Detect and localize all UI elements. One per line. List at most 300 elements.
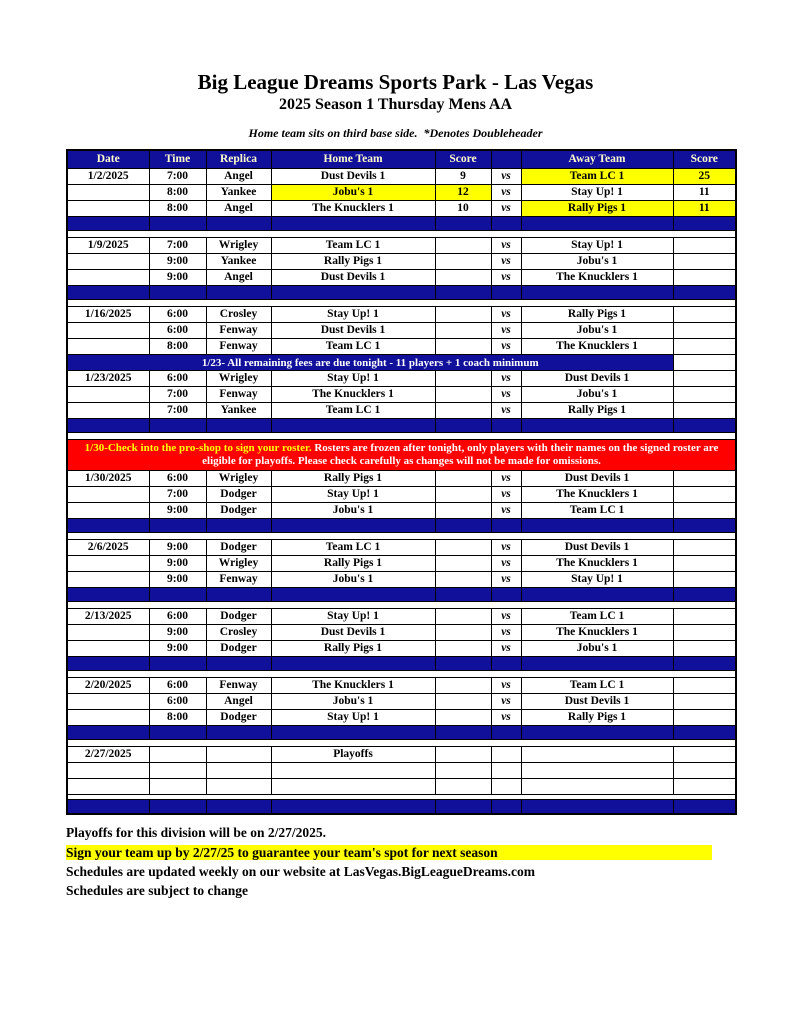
away-score-cell [673,339,736,355]
vs-cell: vs [491,678,521,694]
replica-cell: Fenway [206,323,271,339]
separator-cell [435,588,491,602]
home-team-cell: Jobu's 1 [271,572,435,588]
home-score-cell [435,403,491,419]
roster-banner-lead: 1/30-Check into the pro-shop to sign your roster. [84,442,312,454]
away-team-cell: Stay Up! 1 [521,185,673,201]
replica-cell: Dodger [206,641,271,657]
time-cell: 6:00 [149,371,206,387]
separator-cell [435,657,491,671]
column-header-away-team: Away Team [521,150,673,169]
time-cell: 9:00 [149,641,206,657]
game-row [67,254,736,270]
table-header-row [67,150,736,169]
column-header-date: Date [67,150,149,169]
home-team-cell: Rally Pigs 1 [271,254,435,270]
separator-cell [491,217,521,231]
home-team-cell: Dust Devils 1 [271,625,435,641]
away-score-cell: 11 [673,201,736,217]
separator-cell [67,657,149,671]
game-row [67,185,736,201]
time-cell: 9:00 [149,572,206,588]
replica-cell: Wrigley [206,371,271,387]
gap-row [67,433,736,440]
home-team-cell: Dust Devils 1 [271,169,435,185]
time-cell: 9:00 [149,254,206,270]
separator-row [67,519,736,533]
date-cell [67,625,149,641]
away-team-cell: Jobu's 1 [521,387,673,403]
replica-cell: Fenway [206,678,271,694]
gap-cell [67,300,736,307]
away-team-cell: Dust Devils 1 [521,540,673,556]
column-header-time: Time [149,150,206,169]
game-row [67,471,736,487]
away-score-cell [673,747,736,763]
separator-cell [521,588,673,602]
away-score-cell [673,763,736,779]
fees-banner-blank [673,355,736,371]
away-team-cell: Dust Devils 1 [521,371,673,387]
vs-cell: vs [491,710,521,726]
date-cell: 2/6/2025 [67,540,149,556]
separator-cell [149,726,206,740]
separator-cell [521,286,673,300]
separator-cell [206,800,271,815]
away-team-cell: The Knucklers 1 [521,270,673,286]
time-cell: 9:00 [149,270,206,286]
home-team-cell: Team LC 1 [271,339,435,355]
gap-row [67,740,736,747]
replica-cell: Crosley [206,625,271,641]
empty-row [67,763,736,779]
vs-cell [491,763,521,779]
home-score-cell [435,238,491,254]
home-team-cell: The Knucklers 1 [271,678,435,694]
separator-cell [435,519,491,533]
column-header-score: Score [435,150,491,169]
away-score-cell [673,540,736,556]
separator-cell [67,726,149,740]
home-team-cell: Rally Pigs 1 [271,471,435,487]
time-cell: 9:00 [149,503,206,519]
column-header-vs [491,150,521,169]
empty-row [67,779,736,795]
separator-row [67,286,736,300]
away-team-cell: Jobu's 1 [521,323,673,339]
replica-cell: Fenway [206,387,271,403]
separator-cell [521,726,673,740]
separator-cell [673,419,736,433]
vs-cell: vs [491,540,521,556]
away-team-cell: Team LC 1 [521,609,673,625]
home-score-cell [435,540,491,556]
home-team-note: Home team sits on third base side. *Denotes Doubleheader [248,126,543,140]
footer-signup-line [66,845,791,860]
vs-cell: vs [491,339,521,355]
time-cell: 9:00 [149,625,206,641]
separator-row [67,588,736,602]
home-score-cell [435,270,491,286]
time-cell [149,779,206,795]
separator-cell [435,217,491,231]
away-score-cell [673,323,736,339]
home-score-cell [435,572,491,588]
time-cell: 7:00 [149,403,206,419]
vs-cell: vs [491,201,521,217]
game-row [67,270,736,286]
time-cell: 8:00 [149,339,206,355]
separator-cell [673,217,736,231]
away-team-cell: Dust Devils 1 [521,471,673,487]
away-team-cell: Rally Pigs 1 [521,307,673,323]
date-cell [67,403,149,419]
time-cell: 8:00 [149,201,206,217]
separator-row [67,800,736,815]
game-row [67,323,736,339]
away-team-cell: The Knucklers 1 [521,339,673,355]
home-score-cell [435,387,491,403]
away-score-cell [673,641,736,657]
away-score-cell: 11 [673,185,736,201]
date-cell: 1/2/2025 [67,169,149,185]
separator-cell [271,217,435,231]
date-cell: 1/16/2025 [67,307,149,323]
separator-cell [206,588,271,602]
game-row [67,339,736,355]
away-score-cell [673,556,736,572]
separator-cell [67,286,149,300]
time-cell: 6:00 [149,307,206,323]
home-team-cell: Stay Up! 1 [271,371,435,387]
home-score-cell [435,779,491,795]
separator-cell [149,419,206,433]
replica-cell: Angel [206,201,271,217]
home-team-cell: Team LC 1 [271,540,435,556]
footer-change-line: Schedules are subject to change [66,883,248,898]
gap-row [67,533,736,540]
replica-cell: Yankee [206,254,271,270]
separator-cell [67,519,149,533]
vs-cell: vs [491,694,521,710]
vs-cell: vs [491,471,521,487]
game-row [67,694,736,710]
away-team-cell: Stay Up! 1 [521,572,673,588]
time-cell: 6:00 [149,323,206,339]
vs-cell: vs [491,609,521,625]
away-team-cell: Jobu's 1 [521,641,673,657]
separator-cell [206,519,271,533]
away-score-cell [673,371,736,387]
separator-cell [491,286,521,300]
separator-cell [491,800,521,815]
replica-cell: Wrigley [206,471,271,487]
vs-cell: vs [491,270,521,286]
vs-cell: vs [491,387,521,403]
separator-cell [149,800,206,815]
vs-cell: vs [491,641,521,657]
separator-cell [271,419,435,433]
date-cell [67,201,149,217]
separator-cell [673,726,736,740]
away-score-cell [673,254,736,270]
game-row [67,307,736,323]
home-team-cell: Stay Up! 1 [271,710,435,726]
away-score-cell [673,471,736,487]
separator-cell [67,217,149,231]
home-score-cell [435,487,491,503]
vs-cell: vs [491,403,521,419]
date-cell [67,503,149,519]
vs-cell [491,747,521,763]
vs-cell: vs [491,556,521,572]
replica-cell: Dodger [206,503,271,519]
time-cell: 7:00 [149,387,206,403]
time-cell: 8:00 [149,185,206,201]
separator-cell [149,217,206,231]
time-cell: 6:00 [149,471,206,487]
time-cell: 6:00 [149,694,206,710]
home-score-cell [435,710,491,726]
away-score-cell [673,710,736,726]
separator-cell [149,286,206,300]
time-cell [149,763,206,779]
home-score-cell: 10 [435,201,491,217]
separator-cell [491,519,521,533]
home-team-cell: Jobu's 1 [271,185,435,201]
vs-cell: vs [491,487,521,503]
game-row [67,609,736,625]
column-header-replica: Replica [206,150,271,169]
home-score-cell [435,471,491,487]
separator-row [67,217,736,231]
home-team-cell: Jobu's 1 [271,503,435,519]
page-footer [66,826,791,898]
home-team-cell: The Knucklers 1 [271,387,435,403]
home-team-cell [271,779,435,795]
home-team-cell: Playoffs [271,747,435,763]
away-score-cell [673,609,736,625]
separator-cell [271,286,435,300]
away-score-cell [673,503,736,519]
vs-cell: vs [491,169,521,185]
away-score-cell [673,694,736,710]
separator-cell [491,419,521,433]
gap-row [67,671,736,678]
away-team-cell: Rally Pigs 1 [521,201,673,217]
separator-cell [149,657,206,671]
separator-cell [271,800,435,815]
gap-row [67,231,736,238]
home-score-cell: 9 [435,169,491,185]
gap-cell [67,533,736,540]
date-cell [67,339,149,355]
away-team-cell: The Knucklers 1 [521,487,673,503]
home-team-cell: Dust Devils 1 [271,323,435,339]
separator-cell [673,588,736,602]
vs-cell: vs [491,254,521,270]
replica-cell: Angel [206,169,271,185]
fees-banner-text: 1/23- All remaining fees are due tonight - 11 players + 1 coach minimum [67,355,673,371]
date-cell: 1/9/2025 [67,238,149,254]
separator-cell [673,286,736,300]
replica-cell: Fenway [206,339,271,355]
separator-cell [271,657,435,671]
replica-cell: Dodger [206,540,271,556]
separator-cell [521,419,673,433]
home-team-cell [271,763,435,779]
date-cell [67,254,149,270]
date-cell [67,779,149,795]
away-score-cell [673,238,736,254]
away-team-cell: Team LC 1 [521,678,673,694]
away-score-cell [673,403,736,419]
home-team-cell: Team LC 1 [271,403,435,419]
separator-cell [206,217,271,231]
gap-cell [67,740,736,747]
date-cell [67,387,149,403]
away-score-cell [673,779,736,795]
game-row [67,387,736,403]
game-row [67,540,736,556]
away-team-cell: Rally Pigs 1 [521,403,673,419]
home-team-cell: Dust Devils 1 [271,270,435,286]
home-score-cell [435,339,491,355]
separator-cell [521,800,673,815]
separator-cell [149,519,206,533]
home-team-cell: Stay Up! 1 [271,487,435,503]
vs-cell: vs [491,371,521,387]
signup-highlight: Sign your team up by 2/27/25 to guarantee your team's spot for next season [66,845,712,860]
separator-cell [435,800,491,815]
fees-banner-row [67,355,736,371]
home-team-cell: Team LC 1 [271,238,435,254]
home-score-cell [435,609,491,625]
separator-cell [271,519,435,533]
date-cell [67,323,149,339]
replica-cell: Yankee [206,403,271,419]
time-cell: 7:00 [149,169,206,185]
column-header-home-team: Home Team [271,150,435,169]
away-score-cell [673,270,736,286]
replica-cell: Wrigley [206,238,271,254]
replica-cell [206,779,271,795]
date-cell [67,185,149,201]
home-team-cell: Rally Pigs 1 [271,556,435,572]
separator-cell [435,286,491,300]
separator-cell [271,588,435,602]
separator-cell [521,519,673,533]
vs-cell: vs [491,625,521,641]
home-score-cell [435,307,491,323]
footer-website-line: Schedules are updated weekly on our website at LasVegas.BigLeagueDreams.com [66,864,536,879]
game-row [67,403,736,419]
column-header-score: Score [673,150,736,169]
time-cell: 9:00 [149,556,206,572]
separator-cell [67,588,149,602]
home-team-cell: The Knucklers 1 [271,201,435,217]
date-cell [67,572,149,588]
separator-cell [673,519,736,533]
vs-cell [491,779,521,795]
separator-cell [435,419,491,433]
home-team-cell: Stay Up! 1 [271,609,435,625]
game-row [67,641,736,657]
playoffs-row [67,747,736,763]
game-row [67,371,736,387]
page-title: Big League Dreams Sports Park - Las Vegas [197,70,594,94]
separator-cell [491,657,521,671]
away-team-cell: Jobu's 1 [521,254,673,270]
away-team-cell [521,747,673,763]
gap-cell [67,231,736,238]
date-cell [67,487,149,503]
away-team-cell [521,763,673,779]
time-cell: 7:00 [149,238,206,254]
vs-cell: vs [491,572,521,588]
home-score-cell [435,556,491,572]
date-cell: 2/13/2025 [67,609,149,625]
game-row [67,238,736,254]
schedule-table [66,149,737,815]
separator-row [67,419,736,433]
separator-cell [491,726,521,740]
date-cell [67,710,149,726]
away-team-cell: Team LC 1 [521,503,673,519]
replica-cell: Angel [206,270,271,286]
home-score-cell [435,641,491,657]
separator-cell [206,419,271,433]
home-score-cell [435,503,491,519]
separator-cell [673,657,736,671]
away-score-cell [673,307,736,323]
home-score-cell [435,625,491,641]
away-team-cell: Rally Pigs 1 [521,710,673,726]
replica-cell: Dodger [206,487,271,503]
away-score-cell [673,572,736,588]
game-row [67,678,736,694]
home-score-cell [435,323,491,339]
separator-cell [67,419,149,433]
home-score-cell [435,763,491,779]
home-score-cell: 12 [435,185,491,201]
away-score-cell [673,387,736,403]
home-score-cell [435,254,491,270]
away-team-cell: Stay Up! 1 [521,238,673,254]
home-score-cell [435,371,491,387]
separator-cell [271,726,435,740]
gap-cell [67,671,736,678]
away-score-cell [673,625,736,641]
date-cell: 1/30/2025 [67,471,149,487]
game-row [67,556,736,572]
time-cell: 8:00 [149,710,206,726]
time-cell [149,747,206,763]
date-cell [67,270,149,286]
replica-cell: Dodger [206,609,271,625]
replica-cell: Yankee [206,185,271,201]
separator-cell [521,217,673,231]
away-team-cell: Dust Devils 1 [521,694,673,710]
date-cell: 2/27/2025 [67,747,149,763]
separator-row [67,726,736,740]
home-score-cell [435,747,491,763]
replica-cell: Angel [206,694,271,710]
away-team-cell [521,779,673,795]
separator-cell [673,800,736,815]
separator-cell [491,588,521,602]
replica-cell: Wrigley [206,556,271,572]
